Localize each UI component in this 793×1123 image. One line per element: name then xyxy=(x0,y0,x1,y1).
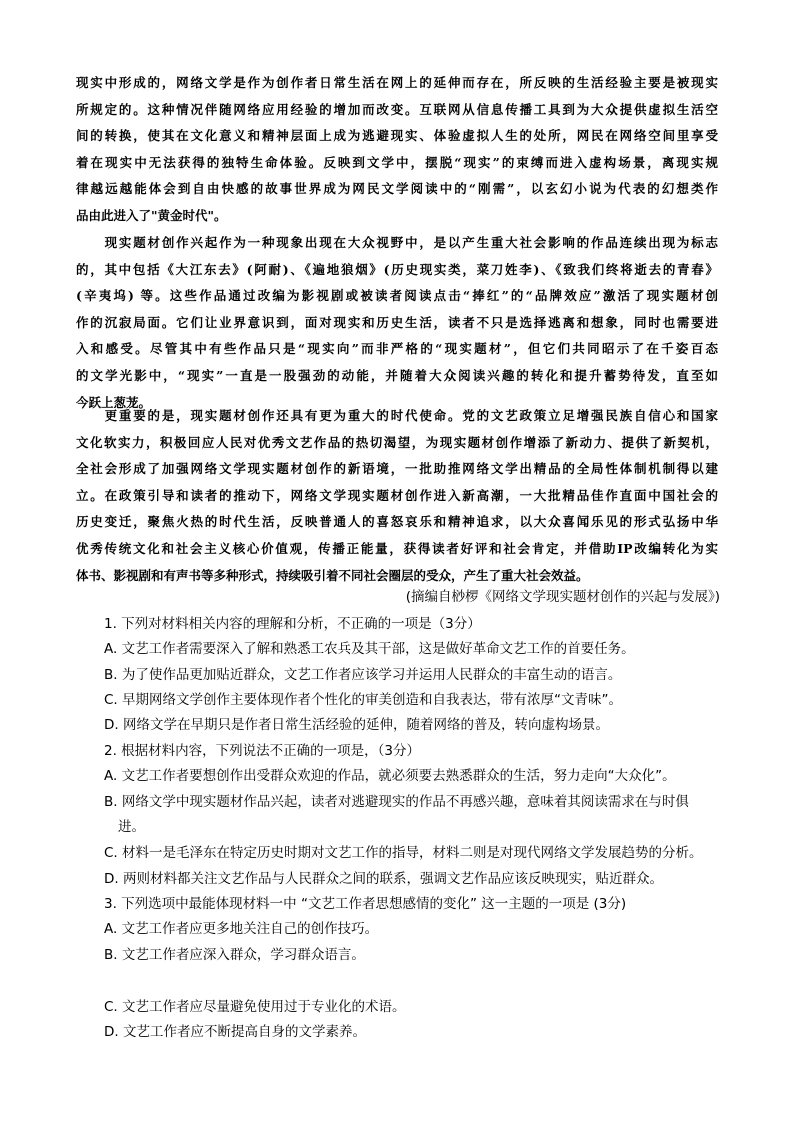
text-line: 的，其中包括《大江东去》(阿耐)、《遍地狼烟》(历史现实类，菜刀姓李)、《致我们终将逝去的青春》 xyxy=(76,261,718,277)
question-1-option-a: A. 文艺工作者需要深入了解和熟悉工农兵及其干部，这是做好革命文艺工作的首要任务。 xyxy=(104,641,635,657)
text-line: 今跃上葱茏。 xyxy=(76,394,152,410)
question-1-option-c: C. 早期网络文学创作主要体现作者个性化的审美创造和自我表达，带有浓厚“文青味”。 xyxy=(104,692,622,708)
text-line: 作的沉寂局面。它们让业界意识到，面对现实和历史生活，读者不只是选择逃离和想象，同时也需要进 xyxy=(76,314,718,330)
text-line: 入和感受。尽管其中有些作品只是“现实向”而非严格的“现实题材”，但它们共同昭示了在千姿百态 xyxy=(76,341,718,357)
text-line: 所规定的。这种情况伴随网络应用经验的增加而改变。互联网从信息传播工具到为大众提供虚拟生活空 xyxy=(76,101,718,117)
text-line: 着在现实中无法获得的独特生命体验。反映到文学中，摆脱“现实”的束缚而进入虚构场景，离现实规 xyxy=(76,154,718,170)
text-line: 全社会形成了加强网络文学现实题材创作的新语境，一批助推网络文学出精品的全局性体制机制得以建 xyxy=(76,461,718,477)
text-line: 间的转换，使其在文化意义和精神层面上成为逃避现实、体验虚拟人生的处所，网民在网络空间里享受 xyxy=(76,128,718,144)
text-line: 现实题材创作兴起作为一种现象出现在大众视野中，是以产生重大社会影响的作品连续出现为标志 xyxy=(76,235,718,250)
text-line: 品由此进入了"黄金时代"。 xyxy=(76,207,227,223)
question-2-option-a: A. 文艺工作者要想创作出受群众欢迎的作品，就必须要去熟悉群众的生活，努力走向“大众化”。 xyxy=(104,768,676,784)
paragraph-2 xyxy=(76,230,718,416)
text-line: 历史变迁，聚焦火热的时代生活，反映普通人的喜怒哀乐和精神追求，以大众喜闻乐见的形式弘扬中华 xyxy=(76,514,718,530)
question-3-option-a: A. 文艺工作者应更多地关注自己的创作技巧。 xyxy=(104,921,379,937)
question-2-stem: 2. 根据材料内容，下列说法不正确的一项是，（3分） xyxy=(104,743,421,759)
text-line: 更重要的是，现实题材创作还具有更为重大的时代使命。党的文艺政策立足增强民族自信心和国家 xyxy=(76,408,718,423)
paragraph-1 xyxy=(76,70,718,230)
question-2-option-b: B. 网络文学中现实题材作品兴起，读者对逃避现实的作品不再感兴趣，意味着其阅读需求在与时俱 xyxy=(104,794,689,810)
text-line: 优秀传统文化和社会主义核心价值观，传播正能量，获得读者好评和社会肯定，并借助IP改编转化为实 xyxy=(76,540,718,556)
text-line: 现实中形成的，网络文学是作为创作者日常生活在网上的延伸而存在，所反映的生活经验主要是被现实 xyxy=(76,75,718,90)
paragraph-3 xyxy=(76,403,718,589)
text-line: 的文学光影中，“现实”一直是一股强劲的动能，并随着大众阅读兴趣的转化和提升蓄势待发，直至如 xyxy=(76,367,718,383)
text-line: 律越远越能体会到自由快感的故事世界成为网民文学阅读中的“刚需”，以玄幻小说为代表的幻想类作 xyxy=(76,181,718,197)
source-citation: (摘编自桫椤《网络文学现实题材创作的兴起与发展》) xyxy=(405,589,720,605)
question-2-option-c: C. 材料一是毛泽东在特定历史时期对文艺工作的指导，材料二则是对现代网络文学发展趋势的分析。 xyxy=(104,845,703,861)
question-1-option-b: B. 为了使作品更加贴近群众，文艺工作者应该学习并运用人民群众的丰富生动的语言。 xyxy=(104,667,622,683)
question-3-option-b: B. 文艺工作者应深入群众，学习群众语言。 xyxy=(104,947,365,963)
question-2-option-d: D. 两则材料都关注文艺作品与人民群众之间的联系，强调文艺作品应该反映现实，贴近群众。 xyxy=(104,871,663,887)
question-1-option-d: D. 网络文学在早期只是作者日常生活经验的延伸，随着网络的普及，转向虚构场景。 xyxy=(104,717,609,733)
question-2-option-b-continued: 进。 xyxy=(118,819,145,835)
question-3-option-d: D. 文艺工作者应不断提高自身的文学素养。 xyxy=(104,1024,366,1040)
question-3-stem: 3. 下列选项中最能体现材料一中 “文艺工作者思想感情的变化” 这一主题的一项是 (3分) xyxy=(104,896,627,912)
text-line: 文化软实力，积极回应人民对优秀文艺作品的热切渴望，为现实题材创作增添了新动力、提供了新契机， xyxy=(76,434,718,450)
text-line: 体书、影视剧和有声书等多种形式，持续吸引着不同社会圈层的受众，产生了重大社会效益。 xyxy=(76,567,589,583)
question-1-stem: 1. 下列对材料相关内容的理解和分析，不正确的一项是（3分） xyxy=(104,616,481,632)
question-3-option-c: C. 文艺工作者应尽量避免使用过于专业化的术语。 xyxy=(104,999,406,1015)
text-line: 立。在政策引导和读者的推动下，网络文学现实题材创作进入新高潮，一大批精品佳作直面中国社会的 xyxy=(76,487,718,503)
text-line: (辛夷坞) 等。这些作品通过改编为影视剧或被读者阅读点击“捧红”的“品牌效应”激活了现实题材创 xyxy=(76,288,718,304)
